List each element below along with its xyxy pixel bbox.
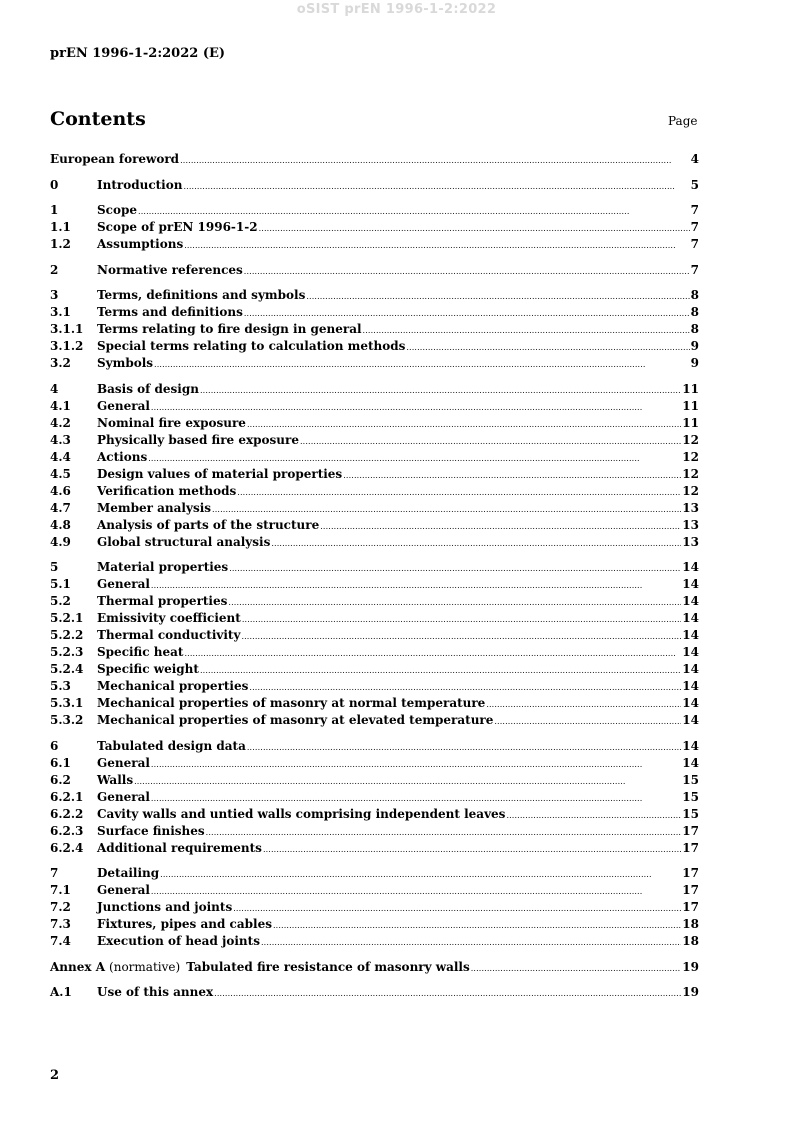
leader-dots bbox=[247, 739, 681, 756]
toc-entry-number: 6.1 bbox=[50, 755, 71, 770]
toc-entry[interactable] bbox=[50, 678, 699, 695]
toc-entry-title: Basis of design bbox=[97, 381, 199, 396]
leader-dots bbox=[471, 960, 682, 977]
toc-entry[interactable] bbox=[50, 738, 699, 755]
toc-entry-number: 3 bbox=[50, 288, 59, 302]
toc-entry-page: 13 bbox=[682, 517, 699, 532]
toc-entry[interactable] bbox=[50, 534, 699, 551]
toc-entry-page: 14 bbox=[682, 738, 699, 753]
toc-entry-number: 7.1 bbox=[50, 883, 71, 897]
toc-entry-page: 5 bbox=[690, 177, 699, 192]
toc-entry-title: General bbox=[97, 398, 150, 413]
toc-entry-number: 5.1 bbox=[50, 577, 71, 591]
toc-entry-page: 9 bbox=[690, 339, 699, 353]
page-number: 2 bbox=[50, 1068, 60, 1083]
leader-dots bbox=[261, 934, 681, 951]
watermark: oSIST prEN 1996-1-2:2022 bbox=[296, 2, 497, 17]
toc-annex-entry[interactable] bbox=[50, 959, 699, 976]
toc-entry[interactable] bbox=[50, 415, 699, 432]
leader-dots bbox=[306, 288, 689, 305]
annex-normative-label: (normative) bbox=[109, 959, 181, 974]
toc-entry-title: Mechanical properties of masonry at elevated temperature bbox=[97, 713, 494, 727]
toc-entry-number: 6.2.3 bbox=[50, 823, 84, 838]
toc-entry-number: 1.1 bbox=[50, 220, 71, 234]
toc-entry[interactable] bbox=[50, 517, 699, 534]
leader-dots bbox=[206, 824, 682, 841]
toc-entry-page: 11 bbox=[682, 415, 699, 430]
leader-dots bbox=[242, 611, 681, 628]
toc-entry-title: Scope bbox=[97, 203, 138, 217]
toc-entry[interactable] bbox=[50, 381, 699, 398]
toc-entry-number: 6.2.2 bbox=[50, 806, 84, 821]
toc-entry-number: 1.2 bbox=[50, 237, 71, 251]
toc-entry-title: Normative references bbox=[97, 262, 243, 277]
leader-dots bbox=[151, 756, 681, 773]
page-column-label: Page bbox=[668, 114, 698, 128]
toc-entry-title: Symbols bbox=[97, 356, 154, 370]
toc-entry[interactable] bbox=[50, 559, 699, 576]
toc-entry-title: General bbox=[97, 883, 150, 897]
toc-entry-page: 14 bbox=[682, 662, 699, 676]
toc-entry-page: 11 bbox=[682, 381, 699, 396]
toc-entry-page: 11 bbox=[682, 398, 699, 413]
toc-entry-number: 4.1 bbox=[50, 398, 71, 413]
toc-entry-title: Fixtures, pipes and cables bbox=[97, 917, 272, 931]
toc-entry-number: 2 bbox=[50, 262, 59, 277]
leader-dots bbox=[300, 433, 681, 450]
toc-entry-number: 4.7 bbox=[50, 500, 71, 515]
toc-entry[interactable] bbox=[50, 355, 699, 372]
toc-entry-page: 7 bbox=[690, 203, 699, 217]
toc-entry-title: Surface finishes bbox=[97, 823, 205, 838]
leader-dots bbox=[343, 467, 681, 484]
toc-entry-page: 7 bbox=[690, 262, 699, 277]
toc-entry-number: 5.3 bbox=[50, 679, 71, 693]
toc-entry[interactable] bbox=[50, 500, 699, 517]
toc-entry-title: Execution of head joints bbox=[97, 934, 260, 948]
toc-entry[interactable] bbox=[50, 865, 699, 882]
leader-dots bbox=[151, 577, 681, 594]
leader-dots bbox=[249, 679, 681, 696]
toc-entry-title: Detailing bbox=[97, 866, 160, 880]
toc-entry-page: 8 bbox=[690, 288, 699, 302]
toc-entry-number: 5.2.1 bbox=[50, 611, 84, 625]
toc-entry[interactable] bbox=[50, 202, 699, 219]
leader-dots bbox=[247, 416, 681, 433]
toc-entry[interactable] bbox=[50, 432, 699, 449]
leader-dots bbox=[200, 382, 681, 399]
toc-entry-title: Special terms relating to calculation methods bbox=[97, 339, 406, 353]
toc-entry-number: 5.2.4 bbox=[50, 662, 84, 676]
contents-title: Contents bbox=[50, 108, 146, 130]
toc-entry-number: A.1 bbox=[50, 985, 72, 999]
toc-entry[interactable] bbox=[50, 933, 699, 950]
toc-entry-page: 14 bbox=[682, 696, 699, 710]
toc-entry-page: 13 bbox=[682, 500, 699, 515]
toc-entry-page: 15 bbox=[682, 789, 699, 804]
toc-entry[interactable] bbox=[50, 695, 699, 712]
toc-entry-number: 1 bbox=[50, 203, 59, 217]
leader-dots bbox=[241, 628, 681, 645]
toc-entry-title: Mechanical properties bbox=[97, 679, 249, 693]
toc-entry-number: 4.6 bbox=[50, 483, 71, 498]
toc-entry-title: European foreword bbox=[50, 152, 180, 166]
toc-entry-page: 17 bbox=[682, 883, 699, 897]
toc-entry-number: 5.2.2 bbox=[50, 628, 84, 642]
toc-entry-title: Verification methods bbox=[97, 483, 237, 498]
toc-entry-number: 7 bbox=[50, 866, 59, 880]
leader-dots bbox=[237, 484, 681, 501]
toc-entry-title: Walls bbox=[97, 772, 134, 787]
toc-entry-number: 5.3.1 bbox=[50, 696, 84, 710]
toc-entry[interactable] bbox=[50, 236, 699, 253]
toc-entry[interactable] bbox=[50, 823, 699, 840]
toc-entry-page: 8 bbox=[690, 305, 699, 319]
toc-entry-title: Assumptions bbox=[97, 237, 184, 251]
toc-entry-title: General bbox=[97, 577, 150, 591]
toc-entry-number: 3.2 bbox=[50, 356, 71, 370]
toc-entry-title: Emissivity coefficient bbox=[97, 611, 241, 625]
toc-entry-page: 14 bbox=[682, 755, 699, 770]
toc-entry-number: 3.1.2 bbox=[50, 339, 84, 353]
leader-dots bbox=[183, 178, 689, 195]
toc-entry-title: Terms and definitions bbox=[97, 305, 243, 319]
toc-entry-title: Nominal fire exposure bbox=[97, 415, 246, 430]
leader-dots bbox=[200, 662, 681, 679]
leader-dots bbox=[259, 220, 690, 237]
toc-entry-page: 14 bbox=[682, 611, 699, 625]
toc-entry-number: 6.2.4 bbox=[50, 840, 84, 855]
toc-entry-page: 14 bbox=[682, 713, 699, 727]
toc-entry[interactable] bbox=[50, 899, 699, 916]
toc-entry-page: 18 bbox=[682, 934, 699, 948]
toc-entry-title: Global structural analysis bbox=[97, 534, 271, 549]
leader-dots bbox=[180, 152, 690, 169]
toc-entry-number: 4.3 bbox=[50, 432, 71, 447]
toc-entry-title: Scope of prEN 1996-1-2 bbox=[97, 220, 258, 234]
leader-dots bbox=[138, 203, 690, 220]
leader-dots bbox=[320, 518, 681, 535]
toc-entry[interactable] bbox=[50, 449, 699, 466]
toc-entry-number: 4.9 bbox=[50, 534, 71, 549]
toc-entry-page: 17 bbox=[682, 900, 699, 914]
toc-entry-title: Design values of material properties bbox=[97, 466, 343, 481]
leader-dots bbox=[151, 399, 681, 416]
toc-entry-title: Cavity walls and untied walls comprising independent leaves bbox=[97, 806, 506, 821]
toc-entry-page: 12 bbox=[682, 449, 699, 464]
toc-entry-title: Specific heat bbox=[97, 645, 184, 659]
toc-entry-page: 7 bbox=[690, 237, 699, 251]
toc-entry[interactable] bbox=[50, 151, 699, 168]
toc-entry[interactable] bbox=[50, 916, 699, 933]
toc-entry[interactable] bbox=[50, 177, 699, 194]
toc-entry-title: Terms relating to fire design in general bbox=[97, 322, 362, 336]
leader-dots bbox=[151, 883, 681, 900]
toc-entry[interactable] bbox=[50, 661, 699, 678]
toc-entry-page: 8 bbox=[690, 322, 699, 336]
toc-entry-number: 0 bbox=[50, 177, 59, 192]
toc-entry[interactable] bbox=[50, 840, 699, 857]
toc-entry-title: Thermal properties bbox=[97, 594, 228, 608]
toc-entry[interactable] bbox=[50, 755, 699, 772]
toc-entry-title: Material properties bbox=[97, 560, 229, 574]
toc-entry[interactable] bbox=[50, 321, 699, 338]
toc-entry-title: Tabulated design data bbox=[97, 738, 246, 753]
leader-dots bbox=[184, 237, 689, 254]
toc-entry[interactable] bbox=[50, 593, 699, 610]
toc-entry[interactable] bbox=[50, 806, 699, 823]
toc-entry-page: 14 bbox=[682, 645, 699, 659]
toc-entry-title: Thermal conductivity bbox=[97, 628, 241, 642]
toc-entry-title: Actions bbox=[97, 449, 148, 464]
toc-entry[interactable] bbox=[50, 398, 699, 415]
toc-entry-number: 3.1.1 bbox=[50, 322, 84, 336]
toc-entry-title: Analysis of parts of the structure bbox=[97, 517, 320, 532]
toc-entry-title: Additional requirements bbox=[97, 840, 262, 855]
toc-entry-page: 19 bbox=[682, 985, 699, 999]
leader-dots bbox=[363, 322, 690, 339]
annex-label: Annex A bbox=[50, 959, 106, 974]
toc-entry-number: 6.2 bbox=[50, 772, 71, 787]
toc-entry[interactable] bbox=[50, 712, 699, 729]
toc-entry[interactable] bbox=[50, 610, 699, 627]
toc-entry-page: 12 bbox=[682, 483, 699, 498]
toc-entry-number: 6 bbox=[50, 738, 59, 753]
leader-dots bbox=[486, 696, 681, 713]
toc-entry-number: 4.2 bbox=[50, 415, 71, 430]
toc-entry[interactable] bbox=[50, 304, 699, 321]
toc-entry-number: 7.3 bbox=[50, 917, 71, 931]
toc-entry-page: 12 bbox=[682, 466, 699, 481]
toc-entry[interactable] bbox=[50, 627, 699, 644]
leader-dots bbox=[214, 985, 681, 1002]
toc-entry-page: 18 bbox=[682, 917, 699, 931]
toc-entry[interactable] bbox=[50, 483, 699, 500]
leader-dots bbox=[160, 866, 681, 883]
toc-entry[interactable] bbox=[50, 984, 699, 1001]
toc-entry-title: Terms, definitions and symbols bbox=[97, 288, 306, 302]
toc-entry-number: 4 bbox=[50, 381, 59, 396]
toc-entry[interactable] bbox=[50, 772, 699, 789]
toc-entry-page: 14 bbox=[682, 679, 699, 693]
leader-dots bbox=[228, 594, 681, 611]
toc-entry-page: 12 bbox=[682, 432, 699, 447]
toc-entry-page: 14 bbox=[682, 577, 699, 591]
toc-entry-page: 14 bbox=[682, 560, 699, 574]
leader-dots bbox=[229, 560, 681, 577]
leader-dots bbox=[271, 535, 681, 552]
toc-entry-title: General bbox=[97, 755, 150, 770]
toc-entry-number: 5.2.3 bbox=[50, 645, 84, 659]
toc-entry[interactable] bbox=[50, 262, 699, 279]
leader-dots bbox=[494, 713, 681, 730]
toc-entry-page: 17 bbox=[682, 866, 699, 880]
leader-dots bbox=[406, 339, 689, 356]
toc-entry[interactable] bbox=[50, 338, 699, 355]
toc-entry-page: 14 bbox=[682, 628, 699, 642]
toc-entry[interactable] bbox=[50, 576, 699, 593]
leader-dots bbox=[506, 807, 681, 824]
toc-entry-title: Specific weight bbox=[97, 662, 199, 676]
toc-entry-number: 4.4 bbox=[50, 449, 71, 464]
toc-entry-page: 7 bbox=[690, 220, 699, 234]
toc-entry-title: Tabulated fire resistance of masonry walls bbox=[186, 959, 470, 974]
toc-entry[interactable] bbox=[50, 789, 699, 806]
toc-entry-number: 6.2.1 bbox=[50, 789, 84, 804]
toc-entry-title: Mechanical properties of masonry at normal temperature bbox=[97, 696, 486, 710]
toc-entry-number: 5.3.2 bbox=[50, 713, 84, 727]
toc-entry-number: 3.1 bbox=[50, 305, 71, 319]
document-id: prEN 1996-1-2:2022 (E) bbox=[50, 46, 226, 61]
toc-entry-title: Member analysis bbox=[97, 500, 212, 515]
leader-dots bbox=[244, 263, 690, 280]
leader-dots bbox=[154, 356, 690, 373]
toc-entry[interactable] bbox=[50, 287, 699, 304]
toc-entry-page: 17 bbox=[682, 840, 699, 855]
toc-entry-title: Introduction bbox=[97, 177, 183, 192]
leader-dots bbox=[151, 790, 681, 807]
leader-dots bbox=[148, 450, 681, 467]
toc-entry-page: 4 bbox=[690, 152, 699, 166]
toc-entry-title: Use of this annex bbox=[97, 985, 214, 999]
toc-entry-title: Physically based fire exposure bbox=[97, 432, 299, 447]
toc-entry-page: 14 bbox=[682, 594, 699, 608]
toc-entry-page: 19 bbox=[682, 959, 699, 974]
leader-dots bbox=[244, 305, 690, 322]
toc-entry-page: 15 bbox=[682, 772, 699, 787]
leader-dots bbox=[212, 501, 681, 518]
leader-dots bbox=[263, 841, 681, 858]
toc-entry[interactable] bbox=[50, 882, 699, 899]
toc-entry[interactable] bbox=[50, 219, 699, 236]
leader-dots bbox=[184, 645, 681, 662]
table-of-contents bbox=[50, 151, 699, 1001]
toc-entry-page: 17 bbox=[682, 823, 699, 838]
toc-entry-number: 7.4 bbox=[50, 934, 71, 948]
toc-entry-number: 5.2 bbox=[50, 594, 71, 608]
leader-dots bbox=[134, 773, 681, 790]
toc-entry-number: 5 bbox=[50, 560, 59, 574]
toc-entry[interactable] bbox=[50, 466, 699, 483]
toc-entry-page: 13 bbox=[682, 534, 699, 549]
toc-entry-number: 4.5 bbox=[50, 466, 71, 481]
leader-dots bbox=[273, 917, 681, 934]
toc-entry-page: 15 bbox=[682, 806, 699, 821]
toc-entry-page: 9 bbox=[690, 356, 699, 370]
toc-entry-title: Junctions and joints bbox=[97, 900, 233, 914]
toc-entry-number: 4.8 bbox=[50, 517, 71, 532]
toc-entry-number: 7.2 bbox=[50, 900, 71, 914]
leader-dots bbox=[233, 900, 681, 917]
toc-entry[interactable] bbox=[50, 644, 699, 661]
toc-entry-title: General bbox=[97, 789, 150, 804]
